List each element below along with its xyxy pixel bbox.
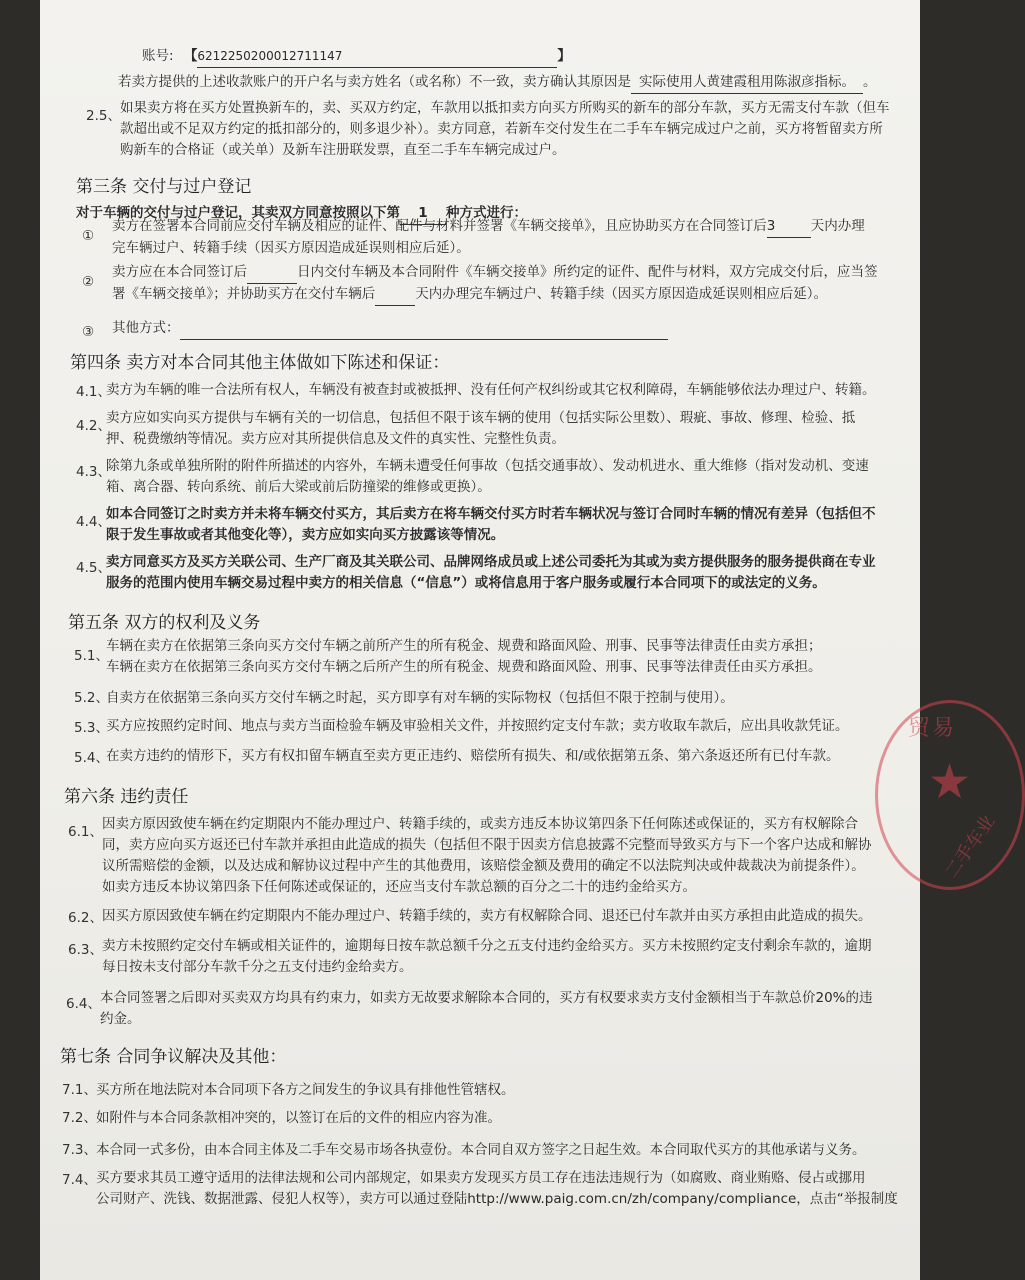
clause-line: 因买方原因致使车辆在约定期限内不能办理过户、转籍手续的，卖方有权解除合同、退还已付车款并由买方承担由此造成的损失。	[102, 908, 872, 924]
option-2	[112, 262, 912, 306]
section-5-title: 第五条 双方的权利及义务	[68, 613, 261, 633]
clause-line: 卖方为车辆的唯一合法所有权人，车辆没有被查封或被抵押、没有任何产权纠纷或其它权利障碍，车辆能够依法办理过户、转籍。	[106, 382, 876, 398]
clause-line: 本合同一式多份，由本合同主体及二手车交易市场各执壹份。本合同自双方签字之日起生效。本合同取代买方的其他承诺与义务。	[96, 1142, 866, 1158]
clause-number: 6.3、	[68, 942, 103, 958]
clause-4-1	[106, 380, 916, 401]
clause-line: 卖方同意买方及买方关联公司、生产厂商及其关联公司、品牌网络成员或上述公司委托为其或为卖方提供服务的服务提供商在专业	[106, 554, 876, 570]
clause-line: 买方要求其员工遵守适用的法律法规和公司内部规定，如果卖方发现买方员工存在违法违规行为（如腐败、商业贿赂、侵占或挪用	[96, 1170, 866, 1186]
clause-line: 卖方未按照约定交付车辆或相关证件的，逾期每日按车款总额千分之五支付违约金给买方。买方未按照约定支付剩余车款的，逾期	[102, 938, 872, 954]
contract-page	[40, 0, 1000, 1280]
clause-number: 4.3、	[76, 464, 111, 480]
clause-number: 2.5、	[86, 108, 121, 124]
section-7-title: 第七条 合同争议解决及其他：	[60, 1047, 287, 1067]
payee-note-suffix: 。	[863, 74, 877, 90]
clause-number: 4.5、	[76, 560, 111, 576]
option-1	[112, 216, 912, 259]
clause-4-2	[106, 408, 916, 450]
option-text: 其他方式：	[112, 320, 180, 336]
clause-line: 议所需赔偿的金额，以及达成和解协议过程中产生的其他费用，该赔偿金额及费用的确定不以法院判决或仲裁裁决为前提条件）。	[102, 858, 865, 874]
clause-line: 本合同签署之后即对买卖双方均具有约束力，如卖方无故要求解除本合同的，买方有权要求卖方支付金额相当于车款总价20%的违	[100, 990, 873, 1006]
section-4-title: 第四条 卖方对本合同其他主体做如下陈述和保证：	[70, 353, 450, 373]
clause-line: 除第九条或单独所附的附件所描述的内容外，车辆未遭受任何事故（包括交通事故）、发动机进水、重大维修（指对发动机、变速	[106, 458, 869, 474]
clause-line: 购新车的合格证（或关单）及新车注册联发票，直至二手车车辆完成过户。	[120, 142, 566, 158]
clause-7-2	[96, 1108, 916, 1129]
section-6-title: 第六条 违约责任	[64, 787, 189, 807]
clause-line: 同，卖方应向买方返还已付车款并承担由此造成的损失（包括但不限于因卖方信息披露不完整而导致买方与下一个客户达成和解协	[102, 837, 872, 853]
clause-line: 限于发生事故或者其他变化等），卖方应如实向买方披露该等情况。	[106, 527, 505, 543]
option-text: 天内办理	[810, 218, 865, 234]
lead-option-number: 1	[400, 203, 446, 225]
clause-line: 如附件与本合同条款相冲突的，以签订在后的文件的相应内容为准。	[96, 1110, 501, 1126]
payee-note	[118, 72, 877, 94]
account-close-bracket: 】	[557, 48, 571, 64]
clause-6-1	[102, 814, 922, 898]
clause-line: 车辆在卖方在依据第三条向买方交付车辆之后所产生的所有税金、规费和路面风险、刑事、民事等法律责任由买方承担。	[106, 659, 822, 675]
clause-line: 车辆在卖方在依据第三条向买方交付车辆之前所产生的所有税金、规费和路面风险、刑事、民事等法律责任由卖方承担；	[106, 638, 822, 654]
clause-line: 在卖方违约的情形下，买方有权扣留车辆直至卖方更正违约、赔偿所有损失、和/或依据第五条、第六条返还所有已付车款。	[106, 748, 840, 764]
clause-line: 款超出或不足双方约定的抵扣部分的，则多退少补）。卖方同意，若新车交付发生在二手车车辆完成过户之前，买方将暂留卖方所	[120, 121, 883, 137]
clause-7-3	[96, 1140, 926, 1161]
option-number: ②	[82, 274, 95, 290]
clause-number: 5.4、	[74, 750, 109, 766]
clause-number: 4.4、	[76, 514, 111, 530]
clause-number: 7.1、	[62, 1082, 97, 1098]
clause-7-1	[96, 1080, 916, 1101]
clause-line: 卖方应如实向买方提供与车辆有关的一切信息，包括但不限于该车辆的使用（包括实际公里数）、瑕疵、事故、修理、检验、抵	[106, 410, 856, 426]
lead-text-end: 种方式进行：	[446, 205, 527, 221]
option-text: 日内交付车辆及本合同附件《车辆交接单》所约定的证件、配件与材料，双方完成交付后，应当签	[297, 264, 878, 280]
clause-line: 买方应按照约定时间、地点与卖方当面检验车辆及审验相关文件，并按照约定支付车款；卖方收取车款后，应出具收款凭证。	[106, 718, 849, 734]
clause-7-4	[96, 1168, 926, 1210]
account-number: 6212250200012711147	[197, 46, 557, 68]
clause-number: 4.1、	[76, 384, 111, 400]
clause-number: 7.3、	[62, 1142, 97, 1158]
option-number: ③	[82, 324, 95, 340]
clause-4-4	[106, 504, 916, 546]
clause-line: 箱、离合器、转向系统、前后大梁或前后防撞梁的维修或更换）。	[106, 479, 491, 495]
account-line	[142, 46, 571, 68]
clause-line: 买方所在地法院对本合同项下各方之间发生的争议具有排他性管辖权。	[96, 1082, 515, 1098]
clause-5-1	[106, 636, 916, 678]
clause-2-5	[120, 98, 910, 161]
account-open-bracket: 【	[183, 48, 198, 64]
option-3	[112, 318, 668, 340]
clause-6-2	[102, 906, 922, 927]
clause-number: 5.3、	[74, 720, 109, 736]
clause-line: 约金。	[100, 1011, 141, 1027]
option-text: 署《车辆交接单》；并协助买方在交付车辆后	[112, 286, 376, 302]
clause-5-2	[106, 688, 916, 709]
clause-line: 服务的范围内使用车辆交易过程中卖方的相关信息（“信息”）或将信息用于客户服务或履行本合同项下的或法定的义务。	[106, 575, 826, 591]
clause-line: 押、税费缴纳等情况。卖方应对其所提供信息及文件的真实性、完整性负责。	[106, 431, 565, 447]
seal-text-side: 二手车业	[940, 811, 1000, 883]
clause-number: 5.2、	[74, 690, 109, 706]
clause-6-3	[102, 936, 922, 978]
clause-line: 如果卖方将在买方处置换新车的，卖、买双方约定，车款用以抵扣卖方向买方所购买的新车的部分车款，买方无需支付车款（但车	[120, 100, 890, 116]
account-label: 账号:	[142, 48, 174, 64]
clause-line: 每日按未支付部分车款千分之五支付违约金给卖方。	[102, 959, 413, 975]
option-text: 完车辆过户、转籍手续（因买方原因造成延误则相应后延）。	[112, 240, 470, 256]
option-text: 天内办理完车辆过户、转籍手续（因买方原因造成延误则相应后延）。	[415, 286, 827, 302]
clause-4-3	[106, 456, 916, 498]
seal-text-top: 贸易	[908, 716, 957, 741]
clause-5-3	[106, 716, 916, 737]
section-3-title: 第三条 交付与过户登记	[76, 177, 252, 197]
payee-note-text: 若卖方提供的上述收款账户的开户名与卖方姓名（或名称）不一致，卖方确认其原因是	[118, 74, 631, 90]
clause-number: 7.4、	[62, 1172, 97, 1188]
clause-line: 因卖方原因致使车辆在约定期限内不能办理过户、转籍手续的，或卖方违反本协议第四条下任何陈述或保证的，买方有权解除合	[102, 816, 858, 832]
clause-line: 如卖方违反本协议第四条下任何陈述或保证的，还应当支付车款总额的百分之二十的违约金给买方。	[102, 879, 696, 895]
clause-number: 5.1、	[74, 648, 109, 664]
clause-5-4	[106, 746, 916, 767]
clause-number: 6.1、	[68, 824, 103, 840]
clause-4-5	[106, 552, 916, 594]
option-1-days: 3	[767, 216, 811, 238]
company-seal	[875, 700, 1025, 890]
clause-number: 4.2、	[76, 418, 111, 434]
clause-line: 公司财产、洗钱、数据泄露、侵犯人权等），卖方可以通过登陆http://www.paig.com.cn/zh/company/compliance，点击“举报制度	[96, 1191, 898, 1207]
payee-reason: 实际使用人黄建霞租用陈淑彦指标。	[631, 72, 863, 94]
option-text: 卖方在签署本合同前应交付车辆及相应的证件、配件与材料并签署《车辆交接单》，且应协助买方在合同签订后	[112, 218, 767, 234]
clause-number: 7.2、	[62, 1110, 97, 1126]
option-number: ①	[82, 228, 95, 244]
lead-text: 对于车辆的交付与过户登记，其卖双方同意按照以下第	[76, 205, 400, 221]
option-text: 卖方应在本合同签订后	[112, 264, 247, 280]
seal-star-icon: ★	[928, 754, 972, 810]
clause-number: 6.2、	[68, 910, 103, 926]
clause-line: 如本合同签订之时卖方并未将车辆交付买方，其后卖方在将车辆交付买方时若车辆状况与签订合同时车辆的情况有差异（包括但不	[106, 506, 876, 522]
clause-line: 自卖方在依据第三条向买方交付车辆之时起，买方即享有对车辆的实际物权（包括但不限于控制与使用）。	[106, 690, 734, 706]
clause-6-4	[100, 988, 920, 1030]
clause-number: 6.4、	[66, 996, 101, 1012]
